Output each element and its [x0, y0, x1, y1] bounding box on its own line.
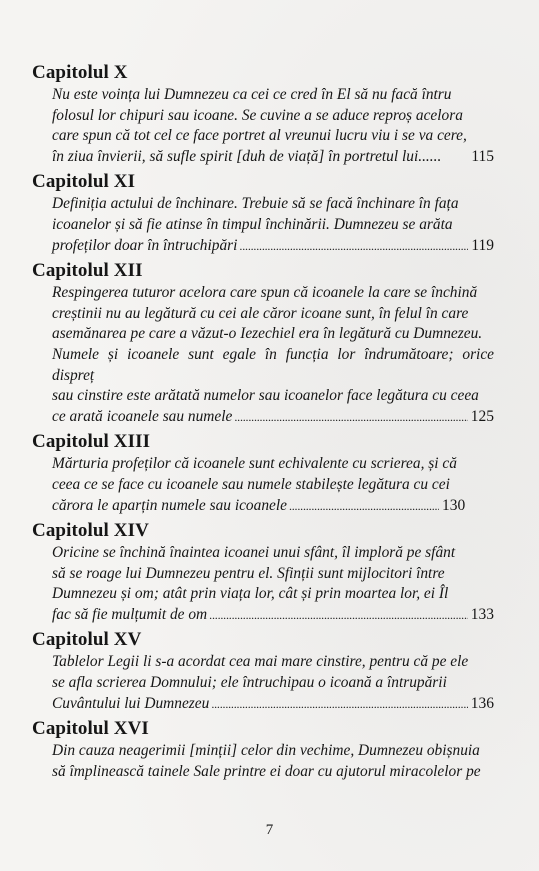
summary-line-end: ce arată icoanele sau numele [52, 407, 233, 425]
summary-last-line [52, 407, 494, 428]
chapter-summary [52, 652, 494, 714]
dot-leader [239, 236, 468, 257]
summary-last-line [52, 694, 494, 715]
dot-leader [211, 694, 467, 715]
summary-line-end: cărora le aparțin numele sau icoanele [52, 496, 287, 514]
page-number: 125 [470, 407, 494, 425]
summary-line: folosul lor chipuri sau icoane. Se cuvine a se aduce reproș acelora [52, 106, 463, 124]
dot-leader [289, 496, 439, 517]
summary-line-end: în ziua învierii, să sufle spirit [duh de viață] în portretul lui...... [52, 147, 442, 165]
chapter-title: Capitolul XIV [32, 520, 149, 542]
table-of-contents [32, 62, 494, 786]
chapter-entry [32, 520, 494, 625]
chapter-summary [52, 543, 494, 625]
chapter-summary [52, 194, 494, 256]
chapter-summary [52, 85, 494, 167]
dot-leader [209, 605, 468, 626]
page-folio-number: 7 [265, 822, 274, 838]
summary-last-line [52, 605, 494, 626]
chapter-entry [32, 62, 494, 167]
chapter-title: Capitolul X [32, 62, 128, 83]
page-number: 119 [471, 236, 494, 254]
summary-line: asemănarea pe care a văzut-o Iezechiel era în legătură cu Dumnezeu. [52, 325, 483, 343]
summary-line: Dumnezeu și om; atât prin viața lor, cât și prin moartea lor, ei Îl [52, 585, 449, 603]
summary-line: Mărturia profeților că icoanele sunt echivalente cu scrierea, și că [52, 455, 457, 473]
chapter-title: Capitolul XIII [32, 431, 151, 453]
summary-line: Oricine se închină înaintea icoanei unui sfânt, îl imploră pe sfânt [52, 544, 456, 562]
chapter-summary [52, 454, 494, 516]
summary-line: care spun că tot cel ce face portret al vreunui lucru viu i se va cere, [52, 127, 467, 145]
summary-line: Numele și icoanele sunt egale în funcția lor îndrumătoare; orice dispreț [52, 345, 494, 384]
summary-line-end: Cuvântului lui Dumnezeu [52, 694, 210, 712]
chapter-title: Capitolul XI [32, 171, 136, 193]
page-number: 130 [441, 496, 466, 514]
chapter-entry [32, 171, 494, 256]
chapter-title: Capitolul XV [32, 629, 142, 651]
chapter-summary [52, 283, 494, 427]
chapter-entry [32, 718, 494, 782]
summary-line: ceea ce se face cu icoanele sau numele stabilește legătura cu cei [52, 475, 450, 493]
summary-line: sau cinstire este arătată numelor sau icoanelor face legătura cu ceea [52, 387, 479, 405]
page-number: 136 [470, 694, 494, 712]
page-number: 133 [470, 605, 494, 623]
chapter-entry [32, 629, 494, 714]
chapter-entry [32, 431, 494, 516]
summary-line-end: fac să fie mulțumit de om [52, 605, 208, 623]
summary-last-line [52, 236, 494, 257]
page-number: 115 [471, 147, 494, 165]
chapter-entry [32, 260, 494, 427]
summary-line: Din cauza neagerimii [minții] celor din vechime, Dumnezeu obișnuia [52, 742, 480, 760]
chapter-title: Capitolul XII [32, 260, 143, 282]
chapter-summary [52, 741, 494, 782]
summary-line: icoanelor și să fie atinse în timpul închinării. Dumnezeu se arăta [52, 215, 453, 233]
summary-line: Nu este voința lui Dumnezeu ca cei ce cred în El să nu facă întru [52, 86, 452, 103]
summary-line-end: profeților doar în întruchipări [52, 236, 238, 254]
summary-line: să împlinească tainele Sale printre ei doar cu ajutorul miracolelor pe [52, 762, 481, 780]
summary-line: Tablelor Legii li s-a acordat cea mai mare cinstire, pentru că pe ele [52, 653, 469, 671]
summary-line: creștinii nu au legătură cu cei ale căror icoane sunt, în felul în care [52, 304, 469, 322]
chapter-title: Capitolul XVI [32, 718, 149, 740]
summary-line: să se roage lui Dumnezeu pentru el. Sfinții sunt mijlocitori între [52, 564, 445, 582]
summary-last-line [52, 496, 494, 517]
summary-last-line [52, 147, 494, 168]
summary-line: Definiția actului de închinare. Trebuie să se facă închinare în fața [52, 195, 459, 213]
summary-line: se afla scrierea Domnului; ele întruchipau o icoană a întrupării [52, 674, 447, 692]
summary-line: Respingerea tuturor acelora care spun că icoanele la care se închină [52, 284, 478, 302]
dot-leader [234, 407, 467, 428]
